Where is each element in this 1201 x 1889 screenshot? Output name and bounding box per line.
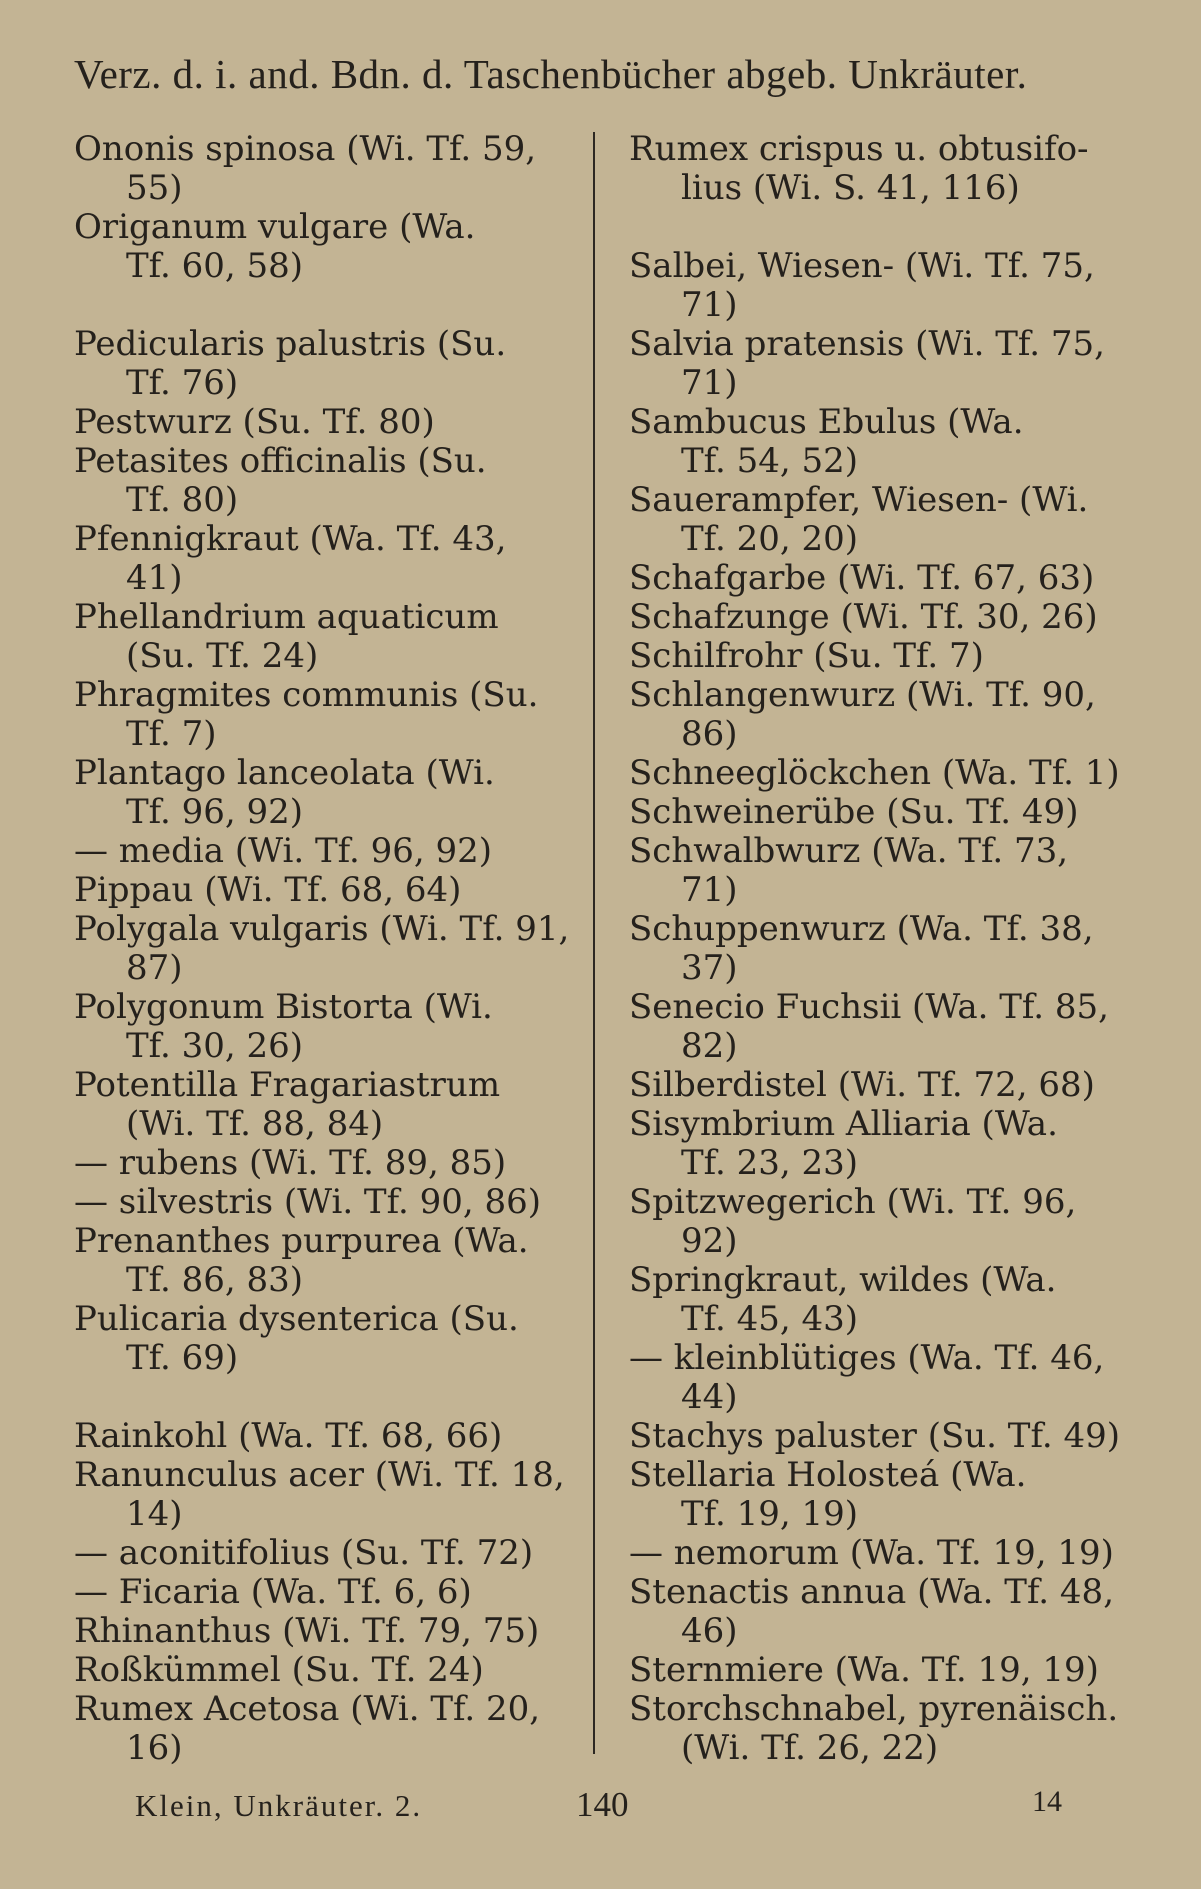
- index-entry: [629, 247, 1129, 325]
- index-entry: [629, 910, 1129, 988]
- column-divider: [593, 132, 595, 1754]
- index-entry-continuation: 37): [681, 948, 738, 988]
- index-entry: [629, 1261, 1129, 1339]
- index-entry: [74, 520, 569, 598]
- footer-book-title: Klein, Unkräuter. 2.: [135, 1788, 423, 1823]
- index-entry-line: Ranunculus acer (Wi. Tf. 18,: [74, 1455, 565, 1495]
- index-entry: [74, 1456, 569, 1534]
- index-entry-line: Pedicularis palustris (Su.: [74, 324, 507, 364]
- index-entry: [74, 208, 569, 286]
- index-entry-line: Silberdistel (Wi. Tf. 72, 68): [629, 1065, 1095, 1105]
- index-entry-line: — silvestris (Wi. Tf. 90, 86): [74, 1182, 542, 1222]
- running-header: Verz. d. i. and. Bdn. d. Taschenbücher abgeb. Unkräuter.: [74, 51, 1028, 97]
- index-entry-line: Salbei, Wiesen- (Wi. Tf. 75,: [629, 246, 1095, 286]
- index-entry-line: Schlangenwurz (Wi. Tf. 90,: [629, 675, 1096, 715]
- index-entry: [74, 871, 569, 910]
- index-column-left: [74, 130, 569, 1768]
- index-entry: [629, 325, 1129, 403]
- index-entry-continuation: Tf. 60, 58): [126, 246, 304, 286]
- index-entry-line: — aconitifolius (Su. Tf. 72): [74, 1533, 534, 1573]
- index-entry-continuation: Tf. 96, 92): [126, 792, 304, 832]
- index-entry: [74, 676, 569, 754]
- index-entry: [74, 130, 569, 208]
- index-entry-line: Pestwurz (Su. Tf. 80): [74, 402, 435, 442]
- index-entry: [629, 832, 1129, 910]
- index-entry-line: Pulicaria dysenterica (Su.: [74, 1299, 519, 1339]
- index-entry-line: Phellandrium aquaticum: [74, 597, 499, 637]
- index-entry-continuation: Tf. 80): [126, 480, 239, 520]
- index-entry-line: Origanum vulgare (Wa.: [74, 207, 476, 247]
- index-entry-line: Sauerampfer, Wiesen- (Wi.: [629, 480, 1089, 520]
- index-entry: [74, 1534, 569, 1573]
- index-entry-line: Schilfrohr (Su. Tf. 7): [629, 636, 984, 676]
- index-column-right: [629, 130, 1129, 1768]
- index-entry: [74, 442, 569, 520]
- index-entry-line: Stachys paluster (Su. Tf. 49): [629, 1416, 1120, 1456]
- index-entry-line: Sisymbrium Alliaria (Wa.: [629, 1104, 1058, 1144]
- index-entry: [74, 1573, 569, 1612]
- index-entry: [74, 1066, 569, 1144]
- index-entry-line: Springkraut, wildes (Wa.: [629, 1260, 1057, 1300]
- index-entry: [629, 1417, 1129, 1456]
- index-entry-line: — Ficaria (Wa. Tf. 6, 6): [74, 1572, 472, 1612]
- index-entry: [629, 1573, 1129, 1651]
- index-entry-line: Rhinanthus (Wi. Tf. 79, 75): [74, 1611, 540, 1651]
- index-entry: [629, 1534, 1129, 1573]
- index-entry: [629, 1690, 1129, 1768]
- index-entry: [74, 988, 569, 1066]
- index-entry: [629, 988, 1129, 1066]
- index-entry-line: Polygala vulgaris (Wi. Tf. 91,: [74, 909, 570, 949]
- index-entry: [74, 598, 569, 676]
- index-entry: [74, 1222, 569, 1300]
- index-entry: [74, 1651, 569, 1690]
- index-entry: [629, 1651, 1129, 1690]
- index-entry: [629, 1066, 1129, 1105]
- index-entry-continuation: 71): [681, 870, 738, 910]
- index-entry-line: Schneeglöckchen (Wa. Tf. 1): [629, 753, 1120, 793]
- index-entry: [629, 754, 1129, 793]
- index-entry-line: Schwalbwurz (Wa. Tf. 73,: [629, 831, 1069, 871]
- index-entry-continuation: 86): [681, 714, 738, 754]
- index-entry-continuation: 46): [681, 1611, 738, 1651]
- index-entry: [629, 793, 1129, 832]
- index-entry-continuation: 71): [681, 285, 738, 325]
- index-entry-continuation: lius (Wi. S. 41, 116): [681, 168, 1020, 208]
- index-entry-line: Petasites officinalis (Su.: [74, 441, 487, 481]
- index-entry-line: Stellaria Holosteá (Wa.: [629, 1455, 1027, 1495]
- index-entry: [629, 637, 1129, 676]
- index-entry: [629, 559, 1129, 598]
- index-entry-line: — rubens (Wi. Tf. 89, 85): [74, 1143, 507, 1183]
- index-entry-continuation: Tf. 7): [126, 714, 217, 754]
- index-entry: [74, 1417, 569, 1456]
- index-entry: [74, 1300, 569, 1378]
- index-entry-continuation: 92): [681, 1221, 738, 1261]
- index-entry-continuation: Tf. 20, 20): [681, 519, 859, 559]
- index-entry-continuation: 55): [126, 168, 183, 208]
- index-entry: [629, 1105, 1129, 1183]
- index-entry-line: Pfennigkraut (Wa. Tf. 43,: [74, 519, 507, 559]
- index-entry-line: Polygonum Bistorta (Wi.: [74, 987, 493, 1027]
- index-entry-line: Rumex Acetosa (Wi. Tf. 20,: [74, 1689, 541, 1729]
- index-entry-continuation: 41): [126, 558, 183, 598]
- page-number: 140: [576, 1785, 629, 1824]
- index-entry-line: Roßkümmel (Su. Tf. 24): [74, 1650, 484, 1690]
- index-entry: [74, 403, 569, 442]
- index-entry-line: Stenactis annua (Wa. Tf. 48,: [629, 1572, 1114, 1612]
- index-entry: [629, 1183, 1129, 1261]
- index-entry-line: Prenanthes purpurea (Wa.: [74, 1221, 529, 1261]
- index-entry: [74, 1612, 569, 1651]
- index-entry-line: Schuppenwurz (Wa. Tf. 38,: [629, 909, 1094, 949]
- signature-mark: 14: [1032, 1785, 1062, 1818]
- index-entry-line: — kleinblütiges (Wa. Tf. 46,: [629, 1338, 1105, 1378]
- index-entry-continuation: Tf. 76): [126, 363, 239, 403]
- index-entry: [74, 832, 569, 871]
- index-entry: [629, 1339, 1129, 1417]
- index-entry-line: Storchschnabel, pyrenäisch.: [629, 1689, 1119, 1729]
- index-entry-continuation: 14): [126, 1494, 183, 1534]
- index-entry-line: Phragmites communis (Su.: [74, 675, 539, 715]
- index-entry-line: Rumex crispus u. obtusifo-: [629, 129, 1089, 169]
- index-entry: [74, 1690, 569, 1768]
- index-entry-continuation: Tf. 45, 43): [681, 1299, 859, 1339]
- index-entry-continuation: 16): [126, 1728, 183, 1768]
- letter-section-gap: [74, 1378, 569, 1417]
- index-entry-line: — media (Wi. Tf. 96, 92): [74, 831, 493, 871]
- index-entry-line: Schweinerübe (Su. Tf. 49): [629, 792, 1079, 832]
- index-entry-continuation: Tf. 86, 83): [126, 1260, 304, 1300]
- index-entry-line: Potentilla Fragariastrum: [74, 1065, 501, 1105]
- index-entry-line: Ononis spinosa (Wi. Tf. 59,: [74, 129, 537, 169]
- index-entry-line: Plantago lanceolata (Wi.: [74, 753, 495, 793]
- index-entry-continuation: Tf. 23, 23): [681, 1143, 859, 1183]
- index-entry: [74, 325, 569, 403]
- index-entry: [74, 910, 569, 988]
- index-entry: [629, 403, 1129, 481]
- index-entry-line: Rainkohl (Wa. Tf. 68, 66): [74, 1416, 503, 1456]
- index-entry-line: Schafzunge (Wi. Tf. 30, 26): [629, 597, 1098, 637]
- index-entry-line: Schafgarbe (Wi. Tf. 67, 63): [629, 558, 1095, 598]
- index-entry-continuation: Tf. 19, 19): [681, 1494, 859, 1534]
- index-entry-continuation: 71): [681, 363, 738, 403]
- index-entry-continuation: (Wi. Tf. 26, 22): [681, 1728, 939, 1768]
- index-entry-continuation: Tf. 69): [126, 1338, 239, 1378]
- index-entry-continuation: (Su. Tf. 24): [126, 636, 319, 676]
- index-entry-line: Senecio Fuchsii (Wa. Tf. 85,: [629, 987, 1109, 1027]
- index-entry-line: Sternmiere (Wa. Tf. 19, 19): [629, 1650, 1099, 1690]
- index-entry-continuation: (Wi. Tf. 88, 84): [126, 1104, 384, 1144]
- index-entry: [629, 598, 1129, 637]
- index-entry: [629, 676, 1129, 754]
- index-entry-line: Sambucus Ebulus (Wa.: [629, 402, 1024, 442]
- index-entry-line: Salvia pratensis (Wi. Tf. 75,: [629, 324, 1105, 364]
- index-entry: [74, 1144, 569, 1183]
- index-entry: [74, 754, 569, 832]
- index-entry: [629, 481, 1129, 559]
- letter-section-gap: [629, 208, 1129, 247]
- index-entry: [629, 130, 1129, 208]
- index-entry: [629, 1456, 1129, 1534]
- index-entry-line: — nemorum (Wa. Tf. 19, 19): [629, 1533, 1114, 1573]
- index-entry-continuation: 82): [681, 1026, 738, 1066]
- index-entry-continuation: 87): [126, 948, 183, 988]
- index-entry-continuation: Tf. 54, 52): [681, 441, 859, 481]
- index-entry-line: Pippau (Wi. Tf. 68, 64): [74, 870, 462, 910]
- index-entry-continuation: Tf. 30, 26): [126, 1026, 304, 1066]
- index-entry: [74, 1183, 569, 1222]
- letter-section-gap: [74, 286, 569, 325]
- index-entry-line: Spitzwegerich (Wi. Tf. 96,: [629, 1182, 1077, 1222]
- index-entry-continuation: 44): [681, 1377, 738, 1417]
